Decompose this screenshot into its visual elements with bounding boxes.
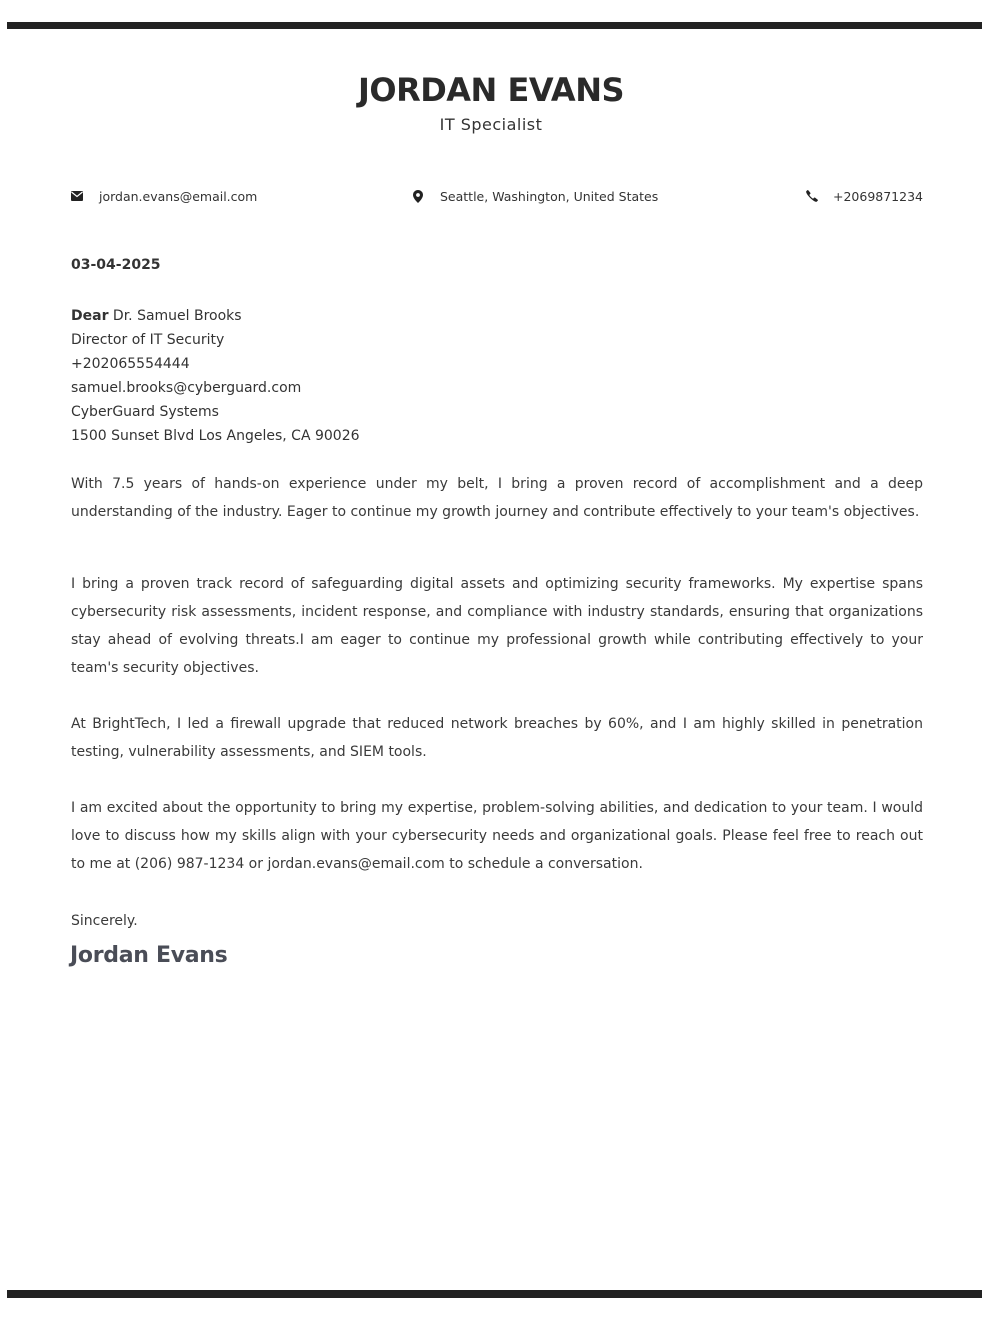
signature-name: Jordan Evans	[70, 943, 228, 968]
closing-text: Sincerely.	[71, 913, 138, 929]
recipient-greeting-line	[71, 304, 360, 328]
letter-date: 03-04-2025	[71, 257, 161, 273]
recipient-block	[71, 304, 360, 448]
candidate-name: JORDAN EVANS	[357, 71, 625, 109]
contact-email	[71, 187, 257, 205]
top-border-bar	[7, 22, 982, 29]
body-paragraph-3: At BrightTech, I led a firewall upgrade that reduced network breaches by 60%, and I am highly skilled in penetration testing, vulnerability assessments, and SIEM tools.	[71, 716, 923, 760]
recipient-name: Dr. Samuel Brooks	[112, 308, 242, 324]
recipient-email: samuel.brooks@cyberguard.com	[71, 380, 302, 396]
recipient-title: Director of IT Security	[71, 332, 225, 348]
salutation: Dear	[71, 308, 109, 324]
map-pin-icon	[413, 190, 423, 203]
recipient-phone: +202065554444	[71, 356, 190, 372]
contact-phone	[806, 187, 923, 205]
body-paragraph-2: I bring a proven track record of safeguarding digital assets and optimizing security frameworks. My expertise spans cybersecurity risk assessments, incident response, and compliance with industry standards, ensuring that organizations stay ahead of evolving threats.I am eager to continue my professional growth while contributing effectively to your team's security objectives.	[71, 576, 923, 676]
recipient-company: CyberGuard Systems	[71, 404, 219, 420]
contact-location	[413, 187, 658, 205]
body-paragraph-4: I am excited about the opportunity to bring my expertise, problem-solving abilities, and dedication to your team. I would love to discuss how my skills align with your cybersecurity needs and organizational goals. Please feel free to reach out to me at (206) 987-1234 or jordan.evans@email.com to schedule a conversation.	[71, 800, 923, 872]
body-paragraph-1: With 7.5 years of hands-on experience under my belt, I bring a proven record of accomplishment and a deep understanding of the industry. Eager to continue my growth journey and contribute effectively to your team's objectives.	[71, 476, 923, 520]
recipient-address: 1500 Sunset Blvd Los Angeles, CA 90026	[71, 428, 360, 444]
contact-email-text[interactable]: jordan.evans@email.com	[99, 188, 258, 204]
bottom-border-bar	[7, 1290, 982, 1298]
phone-icon	[806, 190, 818, 202]
contact-location-text: Seattle, Washington, United States	[440, 188, 659, 204]
candidate-title: IT Specialist	[439, 115, 543, 134]
contact-phone-text[interactable]: +2069871234	[832, 188, 923, 204]
envelope-icon	[71, 191, 83, 201]
